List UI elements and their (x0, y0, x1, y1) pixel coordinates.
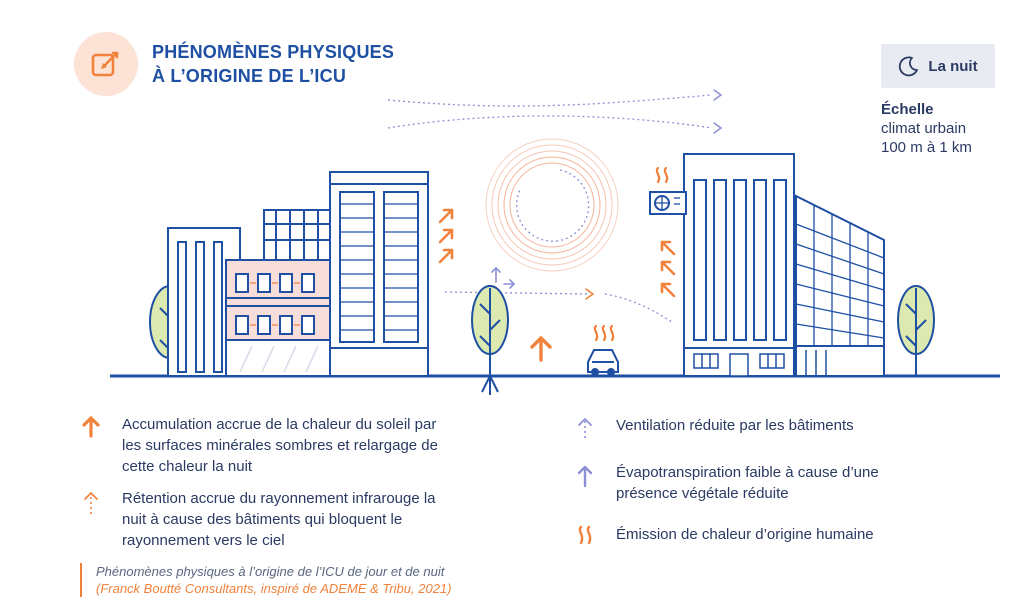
scale-line-1: climat urbain (881, 120, 967, 137)
legend-accumulation-line-1: Accumulation accrue de la chaleur du soleil par (122, 416, 437, 433)
caption-line-2: (Franck Boutté Consultants, inspiré de ADEME & Tribu, 2021) (96, 581, 452, 596)
dashed-orange-arrow-up-icon (81, 488, 101, 516)
scale-heading: Échelle (881, 101, 934, 118)
caption-line-1: Phénomènes physiques à l’origine de l’ICU de jour et de nuit (96, 564, 445, 579)
evapotranspiration-arrows (492, 268, 514, 288)
heat-arrow-center (532, 338, 550, 360)
legend-item-retention (80, 488, 436, 551)
legend-ventilation-text: Ventilation réduite par les bâtiments (616, 417, 854, 434)
tree-right (898, 286, 934, 376)
solid-purple-arrow-up-icon (575, 462, 595, 488)
building-4 (330, 172, 428, 376)
legend-item-accumulation (80, 414, 438, 477)
circular-arrow (517, 170, 589, 241)
tree-center (472, 286, 508, 395)
title-line-2: À L’ORIGINE DE L’ICU (152, 66, 347, 86)
legend-retention-line-3: rayonnement vers le ciel (122, 532, 285, 549)
legend-retention-line-2: nuit à cause des bâtiments qui bloquent le (122, 511, 403, 528)
legend-evapotranspiration-line-1: Évapotranspiration faible à cause d’une (616, 464, 879, 481)
heat-waves-icon (574, 524, 596, 546)
legend-evapotranspiration-line-2: présence végétale réduite (616, 485, 789, 502)
legend-retention-line-1: Rétention accrue du rayonnement infrarouge la (122, 490, 436, 507)
legend-accumulation-line-3: cette chaleur la nuit (122, 458, 253, 475)
solid-orange-arrow-up-icon (81, 414, 101, 438)
figure-caption (80, 563, 452, 597)
legend-item-ventilation (574, 414, 854, 438)
sun-glow (486, 139, 618, 271)
car (588, 350, 618, 375)
legend-item-evapotranspiration (574, 462, 879, 504)
building-3 (226, 260, 330, 376)
car-heat-waves (595, 326, 613, 340)
heat-release-arrows-left (440, 210, 452, 262)
night-mode-label: La nuit (928, 57, 978, 75)
dotted-purple-arrow-up-icon (575, 414, 595, 440)
ac-heat-waves (657, 168, 667, 182)
legend-item-human-heat (574, 524, 874, 548)
air-conditioner (650, 192, 686, 214)
legend-accumulation-line-2: les surfaces minérales sombres et relargage de (122, 437, 438, 454)
legend-human-heat-text: Émission de chaleur d’origine humaine (616, 526, 874, 543)
title-line-1: PHÉNOMÈNES PHYSIQUES (152, 42, 395, 62)
heat-release-arrows-right (662, 242, 674, 296)
building-5 (684, 154, 794, 376)
scale-line-2: 100 m à 1 km (881, 139, 972, 156)
building-6 (796, 196, 884, 376)
